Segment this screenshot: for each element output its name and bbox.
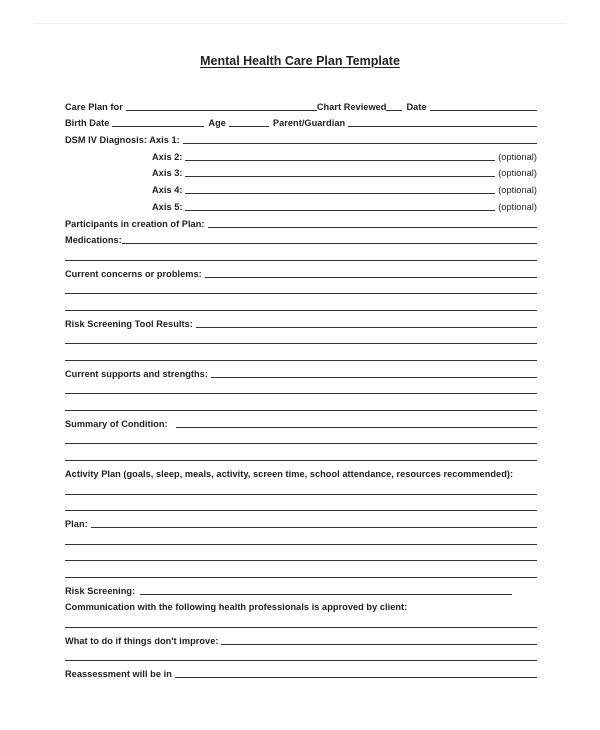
current-concerns-field-line-3[interactable] bbox=[65, 310, 537, 311]
current-supports-label: Current supports and strengths: bbox=[65, 368, 208, 379]
current-concerns-field-line-2[interactable] bbox=[65, 293, 537, 294]
participants-label: Participants in creation of Plan: bbox=[65, 218, 205, 229]
plan-field-line-2[interactable] bbox=[65, 544, 537, 545]
reassessment-label: Reassessment will be in bbox=[65, 669, 172, 680]
current-concerns-label: Current concerns or problems: bbox=[65, 268, 202, 279]
care-plan-for-row bbox=[65, 96, 537, 113]
date-label: Date bbox=[406, 101, 427, 112]
participants-field[interactable] bbox=[208, 227, 538, 228]
diagnosis-axis-5-row bbox=[65, 196, 537, 213]
care-plan-for-field[interactable] bbox=[126, 110, 317, 111]
plan-continuation-row bbox=[65, 547, 537, 564]
summary-label: Summary of Condition: bbox=[65, 418, 168, 429]
risk-screening-tool-label: Risk Screening Tool Results: bbox=[65, 318, 193, 329]
plan-field-line-3[interactable] bbox=[65, 560, 537, 561]
reassessment-row bbox=[65, 663, 537, 680]
plan-continuation-row bbox=[65, 530, 537, 547]
summary-field-line-2[interactable] bbox=[65, 443, 537, 444]
diagnosis-axis-2-field[interactable] bbox=[185, 160, 495, 161]
diagnosis-axis-5-optional: (optional) bbox=[498, 201, 537, 212]
diagnosis-axis-3-optional: (optional) bbox=[498, 168, 537, 179]
risk-screening-row bbox=[65, 580, 537, 597]
risk-screening-tool-continuation-row bbox=[65, 330, 537, 347]
diagnosis-axis-3-row bbox=[65, 163, 537, 180]
current-supports-field-line-2[interactable] bbox=[65, 393, 537, 394]
age-field[interactable] bbox=[229, 126, 269, 127]
risk-screening-tool-field[interactable] bbox=[196, 327, 537, 328]
what-to-do-row bbox=[65, 630, 537, 647]
activity-plan-continuation-row bbox=[65, 480, 537, 497]
diagnosis-axis-3-field[interactable] bbox=[185, 176, 495, 177]
what-to-do-label: What to do if things don't improve: bbox=[65, 635, 219, 646]
summary-continuation-row bbox=[65, 430, 537, 447]
activity-plan-field-line-2[interactable] bbox=[65, 510, 537, 511]
plan-field-line-4[interactable] bbox=[65, 577, 537, 578]
medications-field[interactable] bbox=[122, 243, 537, 244]
diagnosis-axis-4-label: Axis 4: bbox=[152, 185, 183, 196]
birth-date-label: Birth Date bbox=[65, 118, 110, 129]
plan-label: Plan: bbox=[65, 518, 88, 529]
activity-plan-continuation-row bbox=[65, 497, 537, 514]
current-concerns-continuation-row bbox=[65, 280, 537, 297]
diagnosis-axis-4-field[interactable] bbox=[185, 193, 495, 194]
diagnosis-axis-5-label: Axis 5: bbox=[152, 201, 183, 212]
birth-date-row bbox=[65, 113, 537, 130]
diagnosis-axis-1-field[interactable] bbox=[183, 143, 537, 144]
risk-screening-tool-field-line-2[interactable] bbox=[65, 343, 537, 344]
plan-continuation-row bbox=[65, 563, 537, 580]
current-supports-continuation-row bbox=[65, 380, 537, 397]
communication-continuation-row bbox=[65, 613, 537, 630]
what-to-do-continuation-row bbox=[65, 647, 537, 664]
chart-reviewed-label: Chart Reviewed bbox=[316, 101, 387, 112]
diagnosis-axis-3-label: Axis 3: bbox=[152, 168, 183, 179]
current-concerns-continuation-row bbox=[65, 296, 537, 313]
date-field[interactable] bbox=[430, 110, 537, 111]
medications-row bbox=[65, 230, 537, 247]
page-title-text: Mental Health Care Plan Template bbox=[200, 54, 400, 68]
summary-field[interactable] bbox=[176, 427, 537, 428]
diagnosis-axis-4-optional: (optional) bbox=[498, 185, 537, 196]
current-concerns-row bbox=[65, 263, 537, 280]
activity-plan-label: Activity Plan (goals, sleep, meals, activity, screen time, school attendance, resources recommended): bbox=[65, 468, 514, 479]
age-label: Age bbox=[208, 118, 226, 129]
risk-screening-tool-continuation-row bbox=[65, 346, 537, 363]
medications-continuation-row bbox=[65, 246, 537, 263]
current-supports-field[interactable] bbox=[211, 377, 537, 378]
birth-date-field[interactable] bbox=[112, 126, 204, 127]
what-to-do-field[interactable] bbox=[221, 644, 537, 645]
diagnosis-axis-4-row bbox=[65, 179, 537, 196]
what-to-do-field-line-2[interactable] bbox=[65, 660, 537, 661]
page-top-rule bbox=[33, 23, 567, 24]
summary-continuation-row bbox=[65, 446, 537, 463]
diagnosis-axis-1-label: DSM IV Diagnosis: Axis 1: bbox=[65, 135, 180, 146]
diagnosis-axis-2-optional: (optional) bbox=[498, 151, 537, 162]
diagnosis-axis-5-field[interactable] bbox=[185, 210, 495, 211]
current-supports-field-line-3[interactable] bbox=[65, 410, 537, 411]
risk-screening-field[interactable] bbox=[140, 594, 512, 595]
current-supports-row bbox=[65, 363, 537, 380]
summary-row bbox=[65, 413, 537, 430]
parent-guardian-field[interactable] bbox=[348, 126, 537, 127]
current-concerns-field[interactable] bbox=[205, 277, 537, 278]
risk-screening-tool-row bbox=[65, 313, 537, 330]
current-supports-continuation-row bbox=[65, 396, 537, 413]
risk-screening-tool-field-line-3[interactable] bbox=[65, 360, 537, 361]
chart-reviewed-field[interactable] bbox=[386, 110, 402, 111]
page-title bbox=[0, 54, 600, 68]
diagnosis-axis-2-row bbox=[65, 146, 537, 163]
diagnosis-axis-2-label: Axis 2: bbox=[152, 151, 183, 162]
medications-field-line-2[interactable] bbox=[65, 260, 537, 261]
plan-field[interactable] bbox=[91, 527, 537, 528]
care-plan-for-label: Care Plan for bbox=[65, 101, 123, 112]
summary-field-line-3[interactable] bbox=[65, 460, 537, 461]
activity-plan-field-line-1[interactable] bbox=[65, 494, 537, 495]
plan-row bbox=[65, 513, 537, 530]
communication-row bbox=[65, 597, 537, 614]
diagnosis-axis-1-row bbox=[65, 129, 537, 146]
communication-label: Communication with the following health professionals is approved by client: bbox=[65, 602, 408, 613]
communication-field[interactable] bbox=[65, 627, 537, 628]
participants-row bbox=[65, 213, 537, 230]
parent-guardian-label: Parent/Guardian bbox=[272, 118, 346, 129]
reassessment-field[interactable] bbox=[175, 677, 537, 678]
activity-plan-row bbox=[65, 463, 537, 480]
care-plan-form bbox=[65, 96, 537, 680]
medications-label: Medications: bbox=[65, 235, 122, 246]
risk-screening-label: Risk Screening: bbox=[65, 585, 136, 596]
